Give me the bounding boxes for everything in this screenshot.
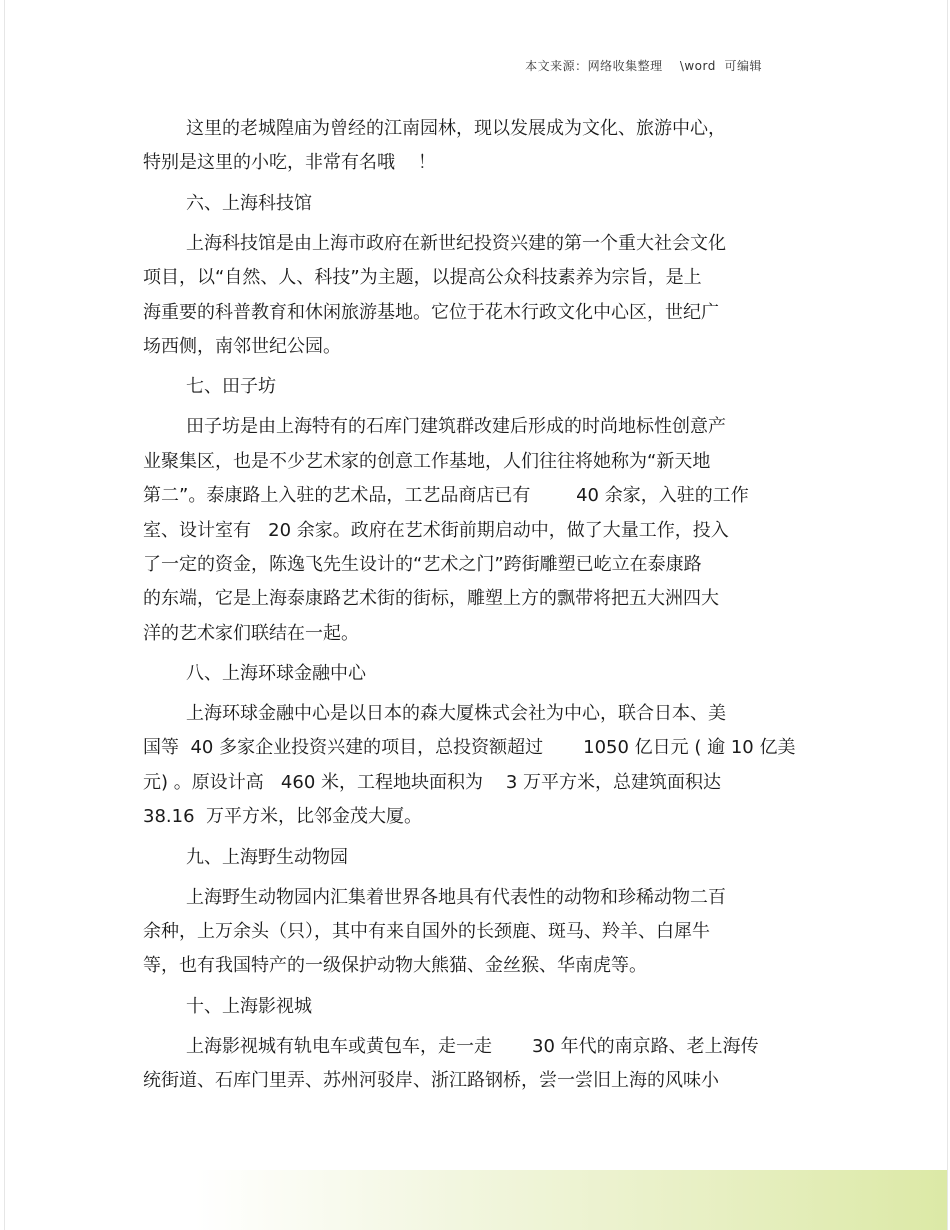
text-line: 上海野生动物园内汇集着世界各地具有代表性的动物和珍稀动物二百 [186, 886, 726, 908]
paragraph [143, 112, 823, 181]
section-heading: 六、上海科技馆 [186, 192, 312, 214]
text-line: 38.16 万平方米，比邻金茂大厦。 [143, 806, 422, 828]
decorative-footer-gradient [195, 1170, 947, 1230]
text-line: 洋的艺术家们联结在一起。 [143, 622, 359, 644]
paragraph [143, 1030, 823, 1099]
text-line: 业聚集区，也是不少艺术家的创意工作基地，人们往往将她称为“新天地 [143, 450, 711, 472]
text-line: 国等 40 多家企业投资兴建的项目，总投资额超过 1050 亿日元 ( 逾 10 亿美 [143, 737, 796, 759]
document-page [4, 0, 948, 1230]
text-line: 场西侧，南邻世纪公园。 [143, 335, 341, 357]
text-line: 第二”。泰康路上入驻的艺术品，工艺品商店已有 40 余家，入驻的工作 [143, 485, 749, 507]
paragraph [143, 697, 823, 835]
document-body [143, 112, 823, 1099]
text-line: 上海影视城有轨电车或黄包车，走一走 30 年代的南京路、老上海传 [186, 1035, 759, 1057]
section-heading: 九、上海野生动物园 [186, 846, 348, 868]
text-line: 海重要的科普教育和休闲旅游基地。它位于花木行政文化中心区，世纪广 [143, 301, 719, 323]
source-header: 本文来源：网络收集整理 \word 可编辑 [525, 59, 762, 73]
text-line: 田子坊是由上海特有的石库门建筑群改建后形成的时尚地标性创意产 [186, 416, 726, 438]
section-heading: 七、田子坊 [186, 376, 276, 398]
text-line: 等，也有我国特产的一级保护动物大熊猫、金丝猴、华南虎等。 [143, 955, 647, 977]
text-line: 余种，上万余头（只），其中有来自国外的长颈鹿、斑马、羚羊、白犀牛 [143, 921, 710, 943]
text-line: 了一定的资金，陈逸飞先生设计的“艺术之门”跨街雕塑已屹立在泰康路 [143, 553, 702, 575]
text-line: 上海科技馆是由上海市政府在新世纪投资兴建的第一个重大社会文化 [186, 232, 726, 254]
text-line: 的东端，它是上海泰康路艺术街的街标，雕塑上方的飘带将把五大洲四大 [143, 588, 719, 610]
section-heading: 十、上海影视城 [186, 995, 312, 1017]
text-line: 室、设计室有 20 余家。政府在艺术街前期启动中，做了大量工作，投入 [143, 519, 729, 541]
text-line: 统街道、石库门里弄、苏州河驳岸、浙江路钢桥，尝一尝旧上海的风味小 [143, 1070, 719, 1092]
paragraph [143, 227, 823, 365]
section-heading: 八、上海环球金融中心 [186, 663, 366, 685]
text-line: 特别是这里的小吃，非常有名哦 ！ [143, 152, 436, 174]
text-line: 这里的老城隍庙为曾经的江南园林，现以发展成为文化、旅游中心， [186, 118, 726, 139]
paragraph [143, 881, 823, 984]
text-line: 上海环球金融中心是以日本的森大厦株式会社为中心，联合日本、美 [186, 703, 726, 725]
text-line: 元) 。原设计高 460 米，工程地块面积为 3 万平方米，总建筑面积达 [143, 771, 722, 793]
text-line: 项目，以“自然、人、科技”为主题，以提高公众科技素养为宗旨，是上 [143, 267, 702, 289]
paragraph [143, 410, 823, 651]
